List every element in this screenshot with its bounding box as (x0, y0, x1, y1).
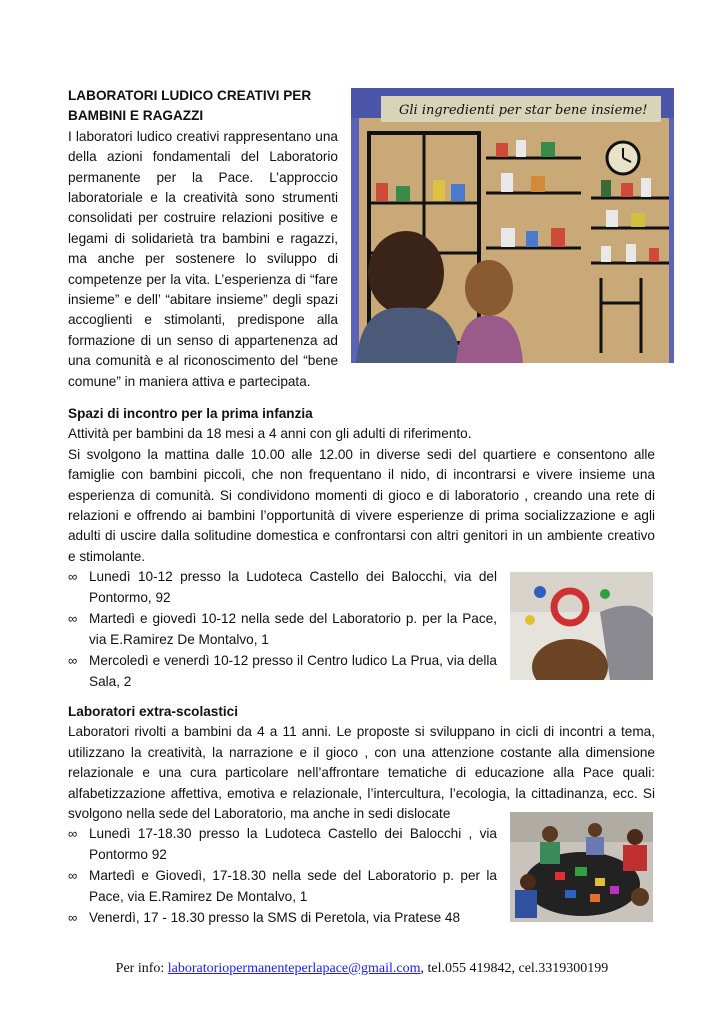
list-item-text: Venerdì, 17 - 18.30 presso la SMS di Peretola, via Pratese 48 (89, 910, 461, 925)
list-item-text: Martedì e Giovedì, 17-18.30 nella sede del Laboratorio p. per la Pace, via E.Ramirez De Montalvo, 1 (89, 868, 497, 904)
list-item-text: Mercoledì e venerdì 10-12 presso il Centro ludico La Prua, via della Sala, 2 (89, 653, 497, 689)
infinity-bullet-icon: ∞ (68, 653, 78, 668)
list-item-text: Lunedì 10-12 presso la Ludoteca Castello dei Balocchi, via del Pontormo, 92 (89, 569, 497, 605)
infinity-bullet-icon: ∞ (68, 868, 78, 883)
list-item (68, 865, 497, 907)
section2-subtitle: Attività per bambini da 18 mesi a 4 anni con gli adulti di riferimento. (68, 426, 472, 442)
email-link[interactable]: laboratoriopermanenteperlapace@gmail.com (167, 961, 421, 976)
list-item (68, 566, 497, 608)
extracurricular-schedule-list (68, 823, 497, 928)
photo-children-painting (510, 572, 653, 680)
footer-contact (0, 961, 724, 977)
section2-body: Si svolgono la mattina dalle 10.00 alle 12.00 in diverse sedi del quartiere e consentono alle famiglie con bambini piccoli, che non frequentano il nido, di incontrarsi e vivere insieme una esperienza di comunità. Si condividono momenti di gioco e di laboratorio , creando una rete di relazioni e offrendo ai bambini l’opportunità di vivere esperienze di prima socializzazione e agli adulti di uscire dalla solitudine domestica e confrontarsi con altri genitori in un ambiente creativo e stimolante. (68, 446, 655, 564)
section3-body: Laboratori rivolti a bambini da 4 a 11 anni. Le proposte si sviluppano in cicli di incontri a tema, utilizzano la creatività, la narrazione e il gioco , con una attenzione costante alla dimensione relazionale e una cura particolare nell’affrontare tematiche di educazione alla Pace quali: alfabetizzazione affettiva, emotiva e relazionale, l’intercultura, l’ecologia, la cittadinanza, ecc. Si svolgono nella sede del Laboratorio, ma anche in sedi dislocate (68, 724, 655, 822)
list-item-text: Martedì e giovedì 10-12 nella sede del Laboratorio p. per la Pace, via E.Ramirez De Montalvo, 1 (89, 611, 497, 647)
section3-title: Laboratori extra-scolastici (68, 704, 238, 719)
infinity-bullet-icon: ∞ (68, 611, 78, 626)
infinity-bullet-icon: ∞ (68, 569, 78, 584)
section1-title-line2: BAMBINI E RAGAZZI (68, 108, 204, 124)
footer-phone: , tel.055 419842, cel.3319300199 (420, 961, 609, 976)
infinity-bullet-icon: ∞ (68, 910, 78, 925)
photo1-caption: Gli ingredienti per star bene insieme! (399, 103, 648, 118)
section-extracurricular (68, 702, 655, 824)
list-item (68, 650, 497, 692)
section-early-childhood (68, 404, 655, 567)
photo-children-shelves (351, 88, 674, 363)
photo-children-floor-activity (510, 812, 653, 922)
list-item (68, 608, 497, 650)
section2-title: Spazi di incontro per la prima infanzia (68, 406, 313, 421)
infinity-bullet-icon: ∞ (68, 826, 78, 841)
early-childhood-schedule-list (68, 566, 497, 692)
section1-body: I laboratori ludico creativi rappresentano una della azioni fondamentali del Laboratorio permanente per la Pace. L’approccio laboratoriale e la creatività sono strumenti consolidati per costruire relazioni positive e legami di solidarietà tra bambini e ragazzi, ma anche per sostenere lo sviluppo di competenze per la vita. L’esperienza di “fare insieme” e dell’ “abitare insieme” degli spazi accoglienti e stimolanti, predispone alla formazione di un senso di appartenenza ad una comunità e al riconoscimento del “bene comune” in maniera attiva e partecipata. (68, 128, 338, 389)
intro-section (68, 86, 338, 392)
section1-title-line1: LABORATORI LUDICO CREATIVI PER (68, 88, 312, 103)
footer-prefix: Per info: (115, 961, 168, 976)
list-item-text: Lunedì 17-18.30 presso la Ludoteca Castello dei Balocchi , via Pontormo 92 (89, 826, 497, 862)
list-item (68, 823, 497, 865)
list-item (68, 907, 497, 928)
